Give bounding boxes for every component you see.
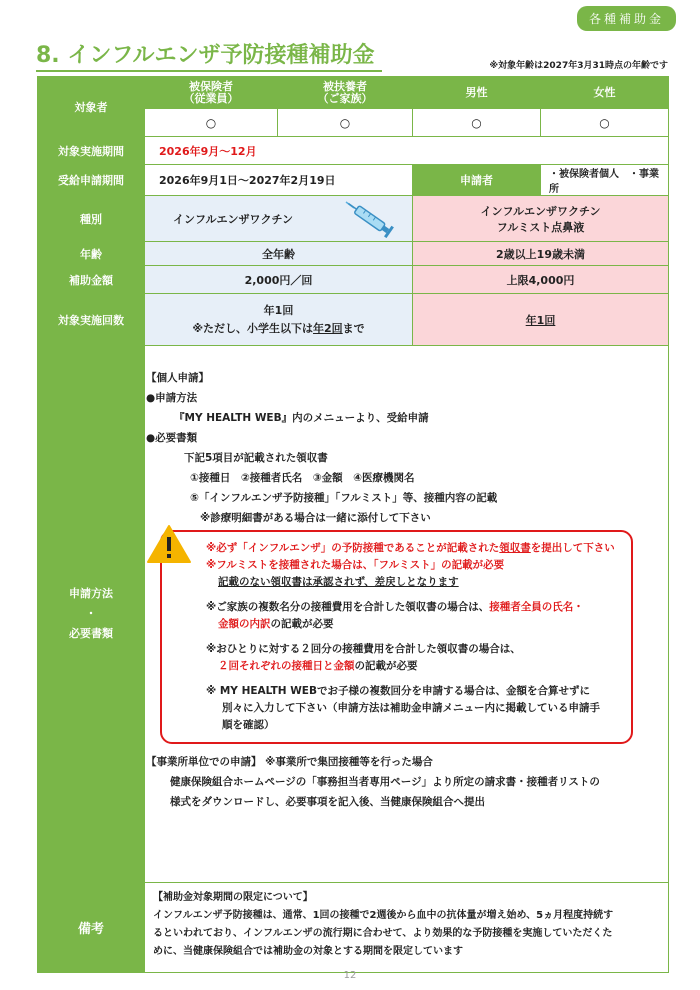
- remarks-heading: 【補助金対象期間の限定について】: [153, 892, 313, 903]
- mark-male: ○: [413, 109, 541, 137]
- warning-9: 別々に入力して下さい（申請方法は補助金申請メニュー内に掲載している申請手: [222, 702, 600, 714]
- method-label: 申請方法 ・ 必要書類: [38, 346, 145, 883]
- type-flumist-cell: インフルエンザワクチン フルミスト点鼻液: [413, 196, 669, 242]
- col-male: 男性: [413, 77, 541, 109]
- office-heading: 【事業所単位での申請】 ※事業所で集団接種等を行った場合: [146, 756, 433, 768]
- apply-method-heading: ●申請方法: [146, 392, 198, 404]
- count-a: 年1回 ※ただし、小学生以下は年2回まで: [145, 294, 413, 346]
- documents-items-1: ①接種日 ②接種者氏名 ③金額 ④医療機関名: [190, 472, 415, 484]
- office-text-1: 健康保険組合ホームページの「事務担当者専用ページ」より所定の請求書・接種者リストの: [170, 776, 600, 788]
- amount-a: 2,000円／回: [145, 266, 413, 294]
- warning-10: 順を確認）: [222, 719, 275, 731]
- remarks-line-3: めに、当健康保険組合では補助金の対象とする期間を限定しています: [153, 946, 463, 957]
- mark-dependent: ○: [278, 109, 413, 137]
- page-title: 8. インフルエンザ予防接種補助金: [36, 43, 375, 68]
- apply-method-text: 『MY HEALTH WEB』内のメニューより、受給申請: [174, 412, 429, 424]
- individual-heading: 【個人申請】: [146, 372, 209, 384]
- target-label: 対象者: [38, 77, 145, 137]
- amount-label: 補助金額: [38, 266, 145, 294]
- warning-4: ※ご家族の複数名分の接種費用を合計した領収書の場合は、接種者全員の氏名・: [206, 601, 584, 613]
- accept-label: 受給申請期間: [38, 165, 145, 196]
- warning-7: ２回それぞれの接種日と金額の記載が必要: [218, 660, 418, 672]
- count-label: 対象実施回数: [38, 294, 145, 346]
- age-b: 2歳以上19歳未満: [413, 242, 669, 266]
- warning-5: 金額の内訳の記載が必要: [218, 618, 334, 630]
- period-label: 対象実施期間: [38, 137, 145, 165]
- documents-items-2: ⑤「インフルエンザ予防接種」「フルミスト」等、接種内容の記載: [190, 492, 498, 504]
- age-note: ※対象年齢は2027年3月31時点の年齢です: [489, 61, 668, 71]
- type-label: 種別: [38, 196, 145, 242]
- mark-insured: ○: [145, 109, 278, 137]
- documents-text: 下記5項目が記載された領収書: [184, 452, 328, 464]
- col-female: 女性: [541, 77, 669, 109]
- mark-female: ○: [541, 109, 669, 137]
- category-tag: 各種補助金: [577, 6, 676, 31]
- col-dependent: 被扶養者 （ご家族）: [278, 77, 413, 109]
- applicant-value: ・被保険者個人 ・事業所: [541, 165, 669, 196]
- warning-8: ※ MY HEALTH WEBでお子様の複数回分を申請する場合は、金額を合算せずに: [206, 685, 590, 697]
- documents-heading: ●必要書類: [146, 432, 198, 444]
- accept-value: 2026年9月1日～2027年2月19日: [145, 165, 413, 196]
- type-a: インフルエンザワクチン: [173, 212, 294, 226]
- remarks-label: 備考: [38, 883, 145, 973]
- warning-6: ※おひとりに対する２回分の接種費用を合計した領収書の場合は、: [206, 643, 521, 655]
- amount-b: 上限4,000円: [413, 266, 669, 294]
- warning-icon: [146, 524, 192, 564]
- type-influenza-cell: [145, 196, 413, 242]
- remarks-line-2: るといわれており、インフルエンザの流行期に合わせて、より効果的な予防接種を実施していただくた: [153, 928, 613, 939]
- remarks-line-1: インフルエンザ予防接種は、通常、1回の接種で2週後から血中の抗体量が増え始め、5ヵ月程度持続す: [153, 910, 614, 921]
- title-underline: [36, 70, 382, 72]
- col-insured: 被保険者 （従業員）: [145, 77, 278, 109]
- documents-note: ※診療明細書がある場合は一緒に添付して下さい: [200, 512, 431, 524]
- age-label: 年齢: [38, 242, 145, 266]
- method-body: [146, 368, 666, 812]
- count-b: 年1回: [413, 294, 669, 346]
- warning-3: 記載のない領収書は承認されず、差戻しとなります: [218, 576, 459, 588]
- warning-1: ※必ず「インフルエンザ」の予防接種であることが記載された領収書を提出して下さい: [206, 542, 615, 554]
- warning-box: [160, 530, 633, 744]
- syringe-icon: [340, 198, 402, 238]
- office-text-2: 様式をダウンロードし、必要事項を記入後、当健康保険組合へ提出: [170, 796, 485, 808]
- period-value: 2026年9月～12月: [145, 137, 669, 165]
- remarks-content: [145, 883, 669, 973]
- applicant-label: 申請者: [413, 165, 541, 196]
- age-a: 全年齢: [145, 242, 413, 266]
- warning-2: ※フルミストを接種された場合は、「フルミスト」の記載が必要: [206, 559, 505, 571]
- page-number: 12: [343, 970, 357, 981]
